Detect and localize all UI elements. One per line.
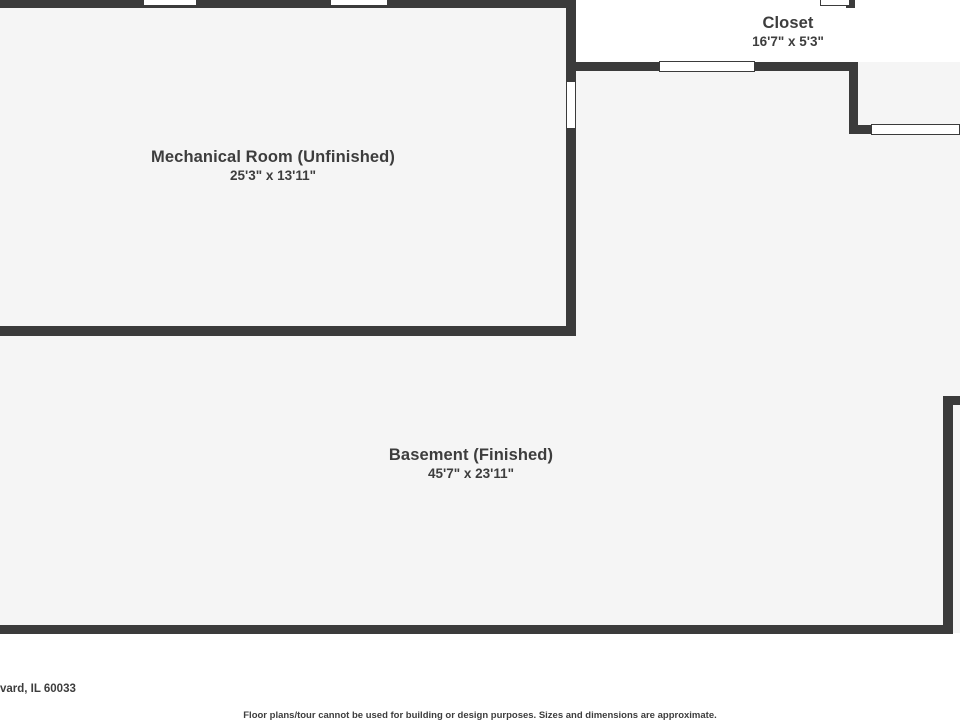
opening-lower-right <box>871 124 960 135</box>
room-name: Closet <box>762 14 814 32</box>
wall-mechanical-right <box>566 0 576 336</box>
window-top-1 <box>143 0 197 6</box>
room-name: Basement (Finished) <box>388 446 554 464</box>
closet-door-opening <box>659 61 755 72</box>
property-address: vard, IL 60033 <box>0 683 76 695</box>
room-name: Mechanical Room (Unfinished) <box>151 148 395 166</box>
window-top-3 <box>820 0 850 6</box>
basement-upper-right-area <box>576 62 960 336</box>
disclaimer-text: Floor plans/tour cannot be used for building or design purposes. Sizes and dimensions are approximate. <box>243 710 717 721</box>
room-dimensions: 25'3" x 13'11" <box>229 168 317 183</box>
room-dimensions: 16'7" x 5'3" <box>752 34 824 49</box>
room-label-basement <box>389 446 553 483</box>
window-top-2 <box>330 0 388 6</box>
room-label-mechanical-room <box>151 148 395 185</box>
door-frame-mechanical-top <box>566 81 576 82</box>
room-label-closet <box>752 14 824 51</box>
door-mechanical-to-hall <box>567 82 575 128</box>
wall-basement-right <box>943 396 953 634</box>
wall-closet-right <box>849 62 858 132</box>
door-frame-mechanical-bottom <box>566 128 576 129</box>
room-dimensions: 45'7" x 23'11" <box>427 466 515 481</box>
wall-basement-bottom <box>0 625 953 634</box>
wall-basement-right-top <box>943 396 960 405</box>
wall-top-left <box>0 0 570 8</box>
wall-mechanical-bottom <box>0 326 576 336</box>
